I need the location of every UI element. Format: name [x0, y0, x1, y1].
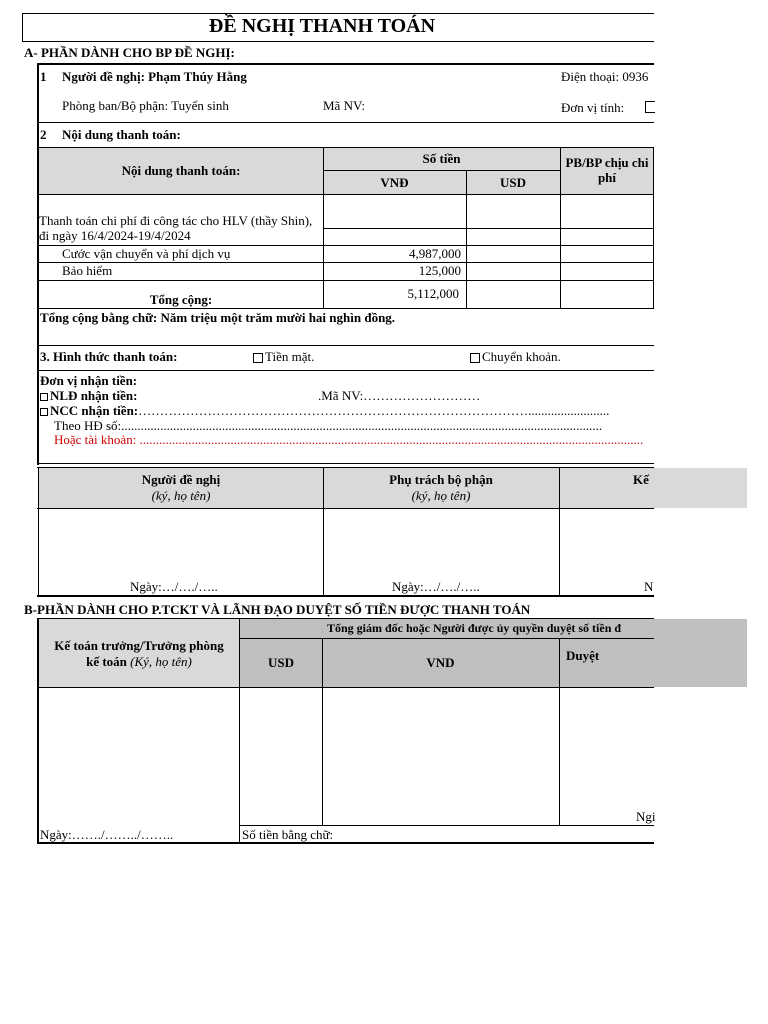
- chief-accountant-line2: [39, 654, 239, 670]
- requester-sign-date: Ngày:…/…./…..: [130, 579, 218, 594]
- contract-number: Theo HĐ số:....................................................................................................................................................: [54, 418, 603, 433]
- page-title: ĐỀ NGHỊ THANH TOÁN: [208, 15, 436, 37]
- total-vnd: 5,112,000: [407, 286, 459, 301]
- chief-accountant-date: Ngày:……./……../……..: [40, 827, 174, 842]
- transfer-option[interactable]: [470, 349, 561, 365]
- section-b-heading: B-PHẦN DÀNH CHO P.TCKT VÀ LÃNH ĐẠO DUYỆT SỐ TIỀN ĐƯỢC THANH TOÁN: [24, 602, 531, 617]
- requester-sign-header: Người đề nghị: [141, 472, 221, 487]
- unit-checkbox[interactable]: [645, 101, 655, 113]
- item-vnd: 4,987,000: [409, 246, 461, 261]
- employee-id-field: Mã NV:: [323, 98, 366, 113]
- col-vnd-header: VNĐ: [380, 175, 409, 190]
- section-a-heading: A- PHẦN DÀNH CHO BP ĐỀ NGHỊ:: [24, 45, 235, 60]
- content-label: Nội dung thanh toán:: [62, 127, 181, 142]
- ncc-checkbox[interactable]: [40, 408, 48, 416]
- manager-sign-date: Ngày:…/…./…..: [392, 579, 480, 594]
- chief-accountant-title: kế toán: [86, 654, 127, 669]
- accountant-sign-header: Kế: [633, 472, 649, 487]
- payment-method-label: 3. Hình thức thanh toán:: [40, 349, 178, 364]
- total-label: Tổng cộng:: [149, 292, 213, 307]
- row1-number: 1: [40, 69, 47, 84]
- nld-checkbox[interactable]: [40, 393, 48, 401]
- accountant-sign-date: N: [644, 579, 654, 594]
- col-amount-header: Số tiền: [422, 151, 461, 166]
- total-in-words: Tổng cộng bằng chữ: Năm triệu một trăm mười hai nghìn đồng.: [40, 310, 396, 325]
- cash-option[interactable]: [253, 349, 314, 365]
- approval-vnd-header: VND: [426, 655, 455, 670]
- requester-name: Người đề nghị: Phạm Thúy Hằng: [62, 69, 247, 84]
- chief-accountant-sub: (Ký, họ tên): [130, 654, 192, 669]
- item-label: Bảo hiểm: [62, 263, 113, 278]
- nld-employee-id: .Mã NV:………………………: [318, 388, 481, 403]
- department-field: Phòng ban/Bộ phận: Tuyển sinh: [62, 98, 229, 113]
- manager-sign-header: Phụ trách bộ phận: [389, 472, 493, 487]
- approve-header: Duyệt: [566, 648, 600, 663]
- unit-label: Đơn vị tính:: [561, 100, 625, 115]
- payment-description: Thanh toán chi phí đi công tác cho HLV (thầy Shin), đi ngày 16/4/2024-19/4/2024: [39, 213, 313, 243]
- approval-date-cut: Ngi: [636, 809, 656, 824]
- ncc-label: NCC nhận tiền:: [50, 403, 139, 418]
- col-usd-header: USD: [499, 175, 526, 190]
- ceo-approval-header: Tổng giám đốc hoặc Người được ủy quyền duyệt số tiền đ: [327, 621, 622, 635]
- transfer-label: Chuyển khoản.: [482, 349, 561, 364]
- item-vnd: 125,000: [418, 263, 461, 278]
- col-dept-header: PB/BP chịu chi phí: [565, 155, 649, 185]
- col-content-header: Nội dung thanh toán:: [121, 163, 241, 178]
- phone-field: Điện thoại: 0936: [561, 69, 649, 84]
- receiver-unit-label: Đơn vị nhận tiền:: [40, 373, 138, 388]
- manager-sign-sub: (ký, họ tên): [411, 488, 471, 503]
- chief-accountant-line1: Kế toán trưởng/Trưởng phòng: [54, 638, 224, 653]
- ncc-dots: ……………………………………………………………………………….........................: [138, 403, 610, 418]
- bank-account: [54, 432, 654, 448]
- cash-checkbox[interactable]: [253, 353, 263, 363]
- row2-number: 2: [40, 127, 47, 142]
- approval-usd-header: USD: [267, 655, 294, 670]
- nld-label: NLĐ nhận tiền:: [50, 388, 138, 403]
- ncc-receiver[interactable]: [40, 403, 654, 419]
- nld-receiver[interactable]: [40, 388, 137, 404]
- bank-account-text: Hoặc tài khoản: ...........................................................................................................................................................: [54, 432, 644, 447]
- transfer-checkbox[interactable]: [470, 353, 480, 363]
- requester-sign-sub: (ký, họ tên): [151, 488, 211, 503]
- item-label: Cước vận chuyển và phí dịch vụ: [62, 246, 231, 261]
- cash-label: Tiền mặt.: [265, 349, 315, 364]
- amount-in-words-label: Số tiền bằng chữ:: [242, 827, 334, 842]
